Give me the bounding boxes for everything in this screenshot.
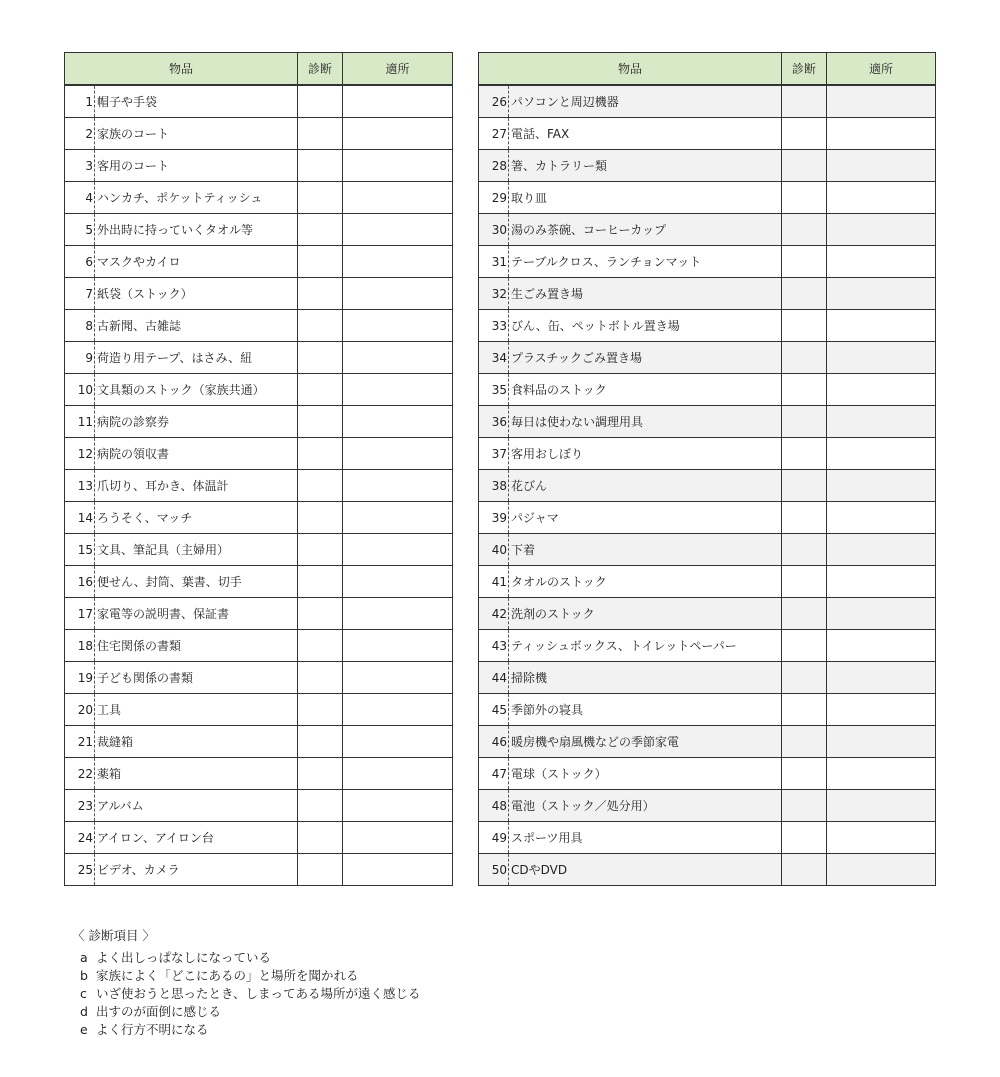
diagnosis-cell[interactable]: [782, 470, 827, 502]
diagnosis-cell[interactable]: [782, 214, 827, 246]
item-name: 家電等の説明書、保証書: [95, 598, 298, 630]
item-number: 16: [65, 566, 95, 598]
item-name: アルバム: [95, 790, 298, 822]
place-cell[interactable]: [343, 662, 453, 694]
item-number: 18: [65, 630, 95, 662]
place-cell[interactable]: [827, 85, 936, 118]
table-row: [479, 150, 936, 182]
diagnosis-cell[interactable]: [298, 150, 343, 182]
item-number: 42: [479, 598, 509, 630]
place-cell[interactable]: [827, 694, 936, 726]
item-number: 26: [479, 85, 509, 118]
table-row: [65, 438, 453, 470]
diagnosis-cell[interactable]: [298, 310, 343, 342]
item-name: 紙袋（ストック）: [95, 278, 298, 310]
place-cell[interactable]: [343, 790, 453, 822]
table-row: [65, 150, 453, 182]
item-number: 3: [65, 150, 95, 182]
table-row: [65, 534, 453, 566]
diagnosis-legend: [72, 927, 421, 1039]
diagnosis-cell[interactable]: [298, 790, 343, 822]
item-number: 49: [479, 822, 509, 854]
place-cell[interactable]: [827, 534, 936, 566]
legend-criterion: [72, 1021, 421, 1039]
item-number: 23: [65, 790, 95, 822]
item-number: 32: [479, 278, 509, 310]
item-number: 36: [479, 406, 509, 438]
item-name: 工具: [95, 694, 298, 726]
item-name: スポーツ用具: [509, 822, 782, 854]
place-cell[interactable]: [827, 278, 936, 310]
table-row: [65, 566, 453, 598]
table-row: [65, 342, 453, 374]
item-name: マスクやカイロ: [95, 246, 298, 278]
place-cell[interactable]: [343, 534, 453, 566]
place-cell[interactable]: [343, 85, 453, 118]
item-name: プラスチックごみ置き場: [509, 342, 782, 374]
diagnosis-cell[interactable]: [782, 342, 827, 374]
item-number: 28: [479, 150, 509, 182]
item-name: 取り皿: [509, 182, 782, 214]
place-cell[interactable]: [343, 342, 453, 374]
item-name: パソコンと周辺機器: [509, 85, 782, 118]
item-name: ティッシュボックス、トイレットペーパー: [509, 630, 782, 662]
diagnosis-cell[interactable]: [298, 534, 343, 566]
place-cell[interactable]: [343, 694, 453, 726]
diagnosis-cell[interactable]: [298, 726, 343, 758]
legend-criterion: [72, 985, 421, 1003]
diagnosis-cell[interactable]: [298, 438, 343, 470]
item-name: 古新聞、古雑誌: [95, 310, 298, 342]
table-row: [65, 246, 453, 278]
diagnosis-cell[interactable]: [782, 85, 827, 118]
item-column-header: 物品: [65, 53, 298, 86]
table-row: [65, 118, 453, 150]
diagnosis-cell[interactable]: [298, 342, 343, 374]
place-cell[interactable]: [827, 662, 936, 694]
criterion-text: いざ使おうと思ったとき、しまってある場所が遠く感じる: [96, 986, 421, 1001]
table-row: [65, 214, 453, 246]
item-number: 43: [479, 630, 509, 662]
table-row: [65, 790, 453, 822]
criterion-key: d: [80, 1004, 88, 1019]
item-number: 11: [65, 406, 95, 438]
criterion-key: b: [80, 968, 88, 983]
table-row: [479, 406, 936, 438]
diagnosis-cell[interactable]: [782, 118, 827, 150]
place-cell[interactable]: [827, 246, 936, 278]
diagnosis-cell[interactable]: [782, 278, 827, 310]
item-number: 27: [479, 118, 509, 150]
item-name: 病院の領収書: [95, 438, 298, 470]
diagnosis-cell[interactable]: [298, 406, 343, 438]
place-cell[interactable]: [827, 566, 936, 598]
item-number: 14: [65, 502, 95, 534]
item-number: 40: [479, 534, 509, 566]
diagnosis-cell[interactable]: [298, 598, 343, 630]
diagnosis-cell[interactable]: [298, 85, 343, 118]
diagnosis-cell[interactable]: [298, 694, 343, 726]
diagnosis-cell[interactable]: [782, 726, 827, 758]
item-name: 毎日は使わない調理用具: [509, 406, 782, 438]
place-cell[interactable]: [827, 438, 936, 470]
item-name: 病院の診察券: [95, 406, 298, 438]
item-name: 湯のみ茶碗、コーヒーカップ: [509, 214, 782, 246]
legend-title: 〈 診断項目 〉: [72, 928, 155, 943]
item-number: 38: [479, 470, 509, 502]
item-name: 爪切り、耳かき、体温計: [95, 470, 298, 502]
place-cell[interactable]: [343, 854, 453, 886]
table-row: [479, 470, 936, 502]
criterion-text: よく出しっぱなしになっている: [96, 950, 272, 965]
place-cell[interactable]: [827, 854, 936, 886]
diagnosis-cell[interactable]: [298, 118, 343, 150]
diagnosis-cell[interactable]: [782, 182, 827, 214]
table-row: [479, 598, 936, 630]
diagnosis-cell[interactable]: [782, 150, 827, 182]
diagnosis-cell[interactable]: [298, 502, 343, 534]
diagnosis-cell[interactable]: [782, 694, 827, 726]
legend-criteria-list: [72, 949, 421, 1039]
diagnosis-cell[interactable]: [782, 310, 827, 342]
place-cell[interactable]: [343, 438, 453, 470]
item-number: 15: [65, 534, 95, 566]
table-row: [479, 438, 936, 470]
diagnosis-cell[interactable]: [782, 374, 827, 406]
place-cell[interactable]: [343, 374, 453, 406]
item-name: 便せん、封筒、葉書、切手: [95, 566, 298, 598]
table-row: [479, 662, 936, 694]
table-row: [479, 374, 936, 406]
table-row: [479, 246, 936, 278]
diagnosis-cell[interactable]: [298, 374, 343, 406]
criterion-text: よく行方不明になる: [96, 1022, 209, 1037]
diagnosis-cell[interactable]: [298, 566, 343, 598]
item-name: テーブルクロス、ランチョンマット: [509, 246, 782, 278]
table-row: [479, 278, 936, 310]
item-number: 34: [479, 342, 509, 374]
place-cell[interactable]: [827, 470, 936, 502]
place-cell[interactable]: [343, 278, 453, 310]
table-row: [479, 534, 936, 566]
item-number: 21: [65, 726, 95, 758]
table-row: [479, 502, 936, 534]
place-cell[interactable]: [827, 726, 936, 758]
diagnosis-cell[interactable]: [782, 790, 827, 822]
place-cell[interactable]: [343, 214, 453, 246]
item-number: 31: [479, 246, 509, 278]
item-number: 29: [479, 182, 509, 214]
place-cell[interactable]: [343, 310, 453, 342]
item-name: CDやDVD: [509, 854, 782, 886]
item-name: 電話、FAX: [509, 118, 782, 150]
table-row: [65, 85, 453, 118]
diagnosis-cell[interactable]: [782, 438, 827, 470]
item-number: 7: [65, 278, 95, 310]
table-row: [65, 310, 453, 342]
diagnosis-cell[interactable]: [782, 598, 827, 630]
place-cell[interactable]: [343, 470, 453, 502]
table-row: [479, 694, 936, 726]
item-name: 下着: [509, 534, 782, 566]
item-name: ろうそく、マッチ: [95, 502, 298, 534]
diagnosis-cell[interactable]: [782, 822, 827, 854]
table-header-row: [479, 53, 936, 86]
place-cell[interactable]: [827, 502, 936, 534]
item-number: 19: [65, 662, 95, 694]
item-number: 39: [479, 502, 509, 534]
legend-criterion: [72, 967, 421, 985]
diagnosis-cell[interactable]: [782, 758, 827, 790]
place-cell[interactable]: [343, 182, 453, 214]
place-cell[interactable]: [827, 310, 936, 342]
table-row: [479, 822, 936, 854]
place-cell[interactable]: [827, 182, 936, 214]
item-number: 30: [479, 214, 509, 246]
table-row: [479, 342, 936, 374]
item-number: 22: [65, 758, 95, 790]
table-row: [65, 406, 453, 438]
item-number: 2: [65, 118, 95, 150]
table-row: [479, 758, 936, 790]
item-number: 47: [479, 758, 509, 790]
diagnosis-cell[interactable]: [782, 502, 827, 534]
table-header-row: [65, 53, 453, 86]
item-number: 4: [65, 182, 95, 214]
item-number: 24: [65, 822, 95, 854]
place-cell[interactable]: [343, 822, 453, 854]
place-cell[interactable]: [827, 406, 936, 438]
table-row: [65, 726, 453, 758]
item-name: 子ども関係の書類: [95, 662, 298, 694]
diagnosis-cell[interactable]: [782, 630, 827, 662]
diagnosis-cell[interactable]: [298, 214, 343, 246]
item-name: タオルのストック: [509, 566, 782, 598]
item-number: 17: [65, 598, 95, 630]
table-row: [65, 854, 453, 886]
item-number: 13: [65, 470, 95, 502]
table-row: [65, 374, 453, 406]
item-number: 37: [479, 438, 509, 470]
place-cell[interactable]: [827, 758, 936, 790]
item-name: 生ごみ置き場: [509, 278, 782, 310]
place-cell[interactable]: [343, 726, 453, 758]
table-row: [479, 630, 936, 662]
diagnosis-cell[interactable]: [782, 406, 827, 438]
item-number: 5: [65, 214, 95, 246]
item-name: 季節外の寝具: [509, 694, 782, 726]
item-name: 箸、カトラリー類: [509, 150, 782, 182]
diagnosis-cell[interactable]: [782, 854, 827, 886]
place-cell[interactable]: [827, 118, 936, 150]
table-row: [65, 182, 453, 214]
place-cell[interactable]: [343, 406, 453, 438]
item-number: 48: [479, 790, 509, 822]
place-cell[interactable]: [343, 502, 453, 534]
item-name: 薬箱: [95, 758, 298, 790]
item-column-header: 物品: [479, 53, 782, 86]
diagnosis-cell[interactable]: [298, 182, 343, 214]
item-number: 12: [65, 438, 95, 470]
place-cell[interactable]: [827, 598, 936, 630]
criterion-text: 出すのが面倒に感じる: [96, 1004, 222, 1019]
criterion-key: a: [80, 950, 88, 965]
item-number: 50: [479, 854, 509, 886]
diagnosis-column-header: 診断: [782, 53, 827, 86]
item-number: 10: [65, 374, 95, 406]
item-name: ビデオ、カメラ: [95, 854, 298, 886]
item-name: パジャマ: [509, 502, 782, 534]
table-row: [65, 278, 453, 310]
criterion-key: c: [80, 986, 87, 1001]
place-column-header: 適所: [827, 53, 936, 86]
place-cell[interactable]: [827, 822, 936, 854]
legend-criterion: [72, 949, 421, 967]
item-number: 35: [479, 374, 509, 406]
table-row: [479, 310, 936, 342]
diagnosis-cell[interactable]: [782, 534, 827, 566]
item-number: 46: [479, 726, 509, 758]
item-number: 25: [65, 854, 95, 886]
table-row: [65, 598, 453, 630]
diagnosis-cell[interactable]: [298, 758, 343, 790]
diagnosis-column-header: 診断: [298, 53, 343, 86]
item-name: 客用のコート: [95, 150, 298, 182]
place-cell[interactable]: [343, 150, 453, 182]
item-number: 9: [65, 342, 95, 374]
diagnosis-cell[interactable]: [298, 278, 343, 310]
diagnosis-cell[interactable]: [298, 662, 343, 694]
diagnosis-cell[interactable]: [782, 662, 827, 694]
table-row: [479, 566, 936, 598]
item-name: 食料品のストック: [509, 374, 782, 406]
place-cell[interactable]: [827, 214, 936, 246]
item-name: 文具類のストック（家族共通）: [95, 374, 298, 406]
item-name: びん、缶、ペットボトル置き場: [509, 310, 782, 342]
diagnosis-cell[interactable]: [298, 246, 343, 278]
item-name: 家族のコート: [95, 118, 298, 150]
criterion-text: 家族によく「どこにあるの」と場所を聞かれる: [96, 968, 359, 983]
place-cell[interactable]: [827, 630, 936, 662]
place-cell[interactable]: [343, 566, 453, 598]
item-name: ハンカチ、ポケットティッシュ: [95, 182, 298, 214]
item-name: 外出時に持っていくタオル等: [95, 214, 298, 246]
table-row: [479, 214, 936, 246]
item-name: 電球（ストック）: [509, 758, 782, 790]
item-number: 41: [479, 566, 509, 598]
table-row: [479, 726, 936, 758]
place-cell[interactable]: [343, 758, 453, 790]
checklist-table-left: [64, 52, 453, 886]
place-cell[interactable]: [827, 790, 936, 822]
diagnosis-cell[interactable]: [298, 822, 343, 854]
place-cell[interactable]: [343, 246, 453, 278]
item-name: 住宅関係の書類: [95, 630, 298, 662]
checklist-table-right: [478, 52, 936, 886]
table-row: [65, 822, 453, 854]
item-number: 8: [65, 310, 95, 342]
item-name: 客用おしぼり: [509, 438, 782, 470]
table-row: [65, 758, 453, 790]
item-number: 20: [65, 694, 95, 726]
item-name: 洗剤のストック: [509, 598, 782, 630]
place-cell[interactable]: [827, 150, 936, 182]
table-row: [479, 854, 936, 886]
item-number: 45: [479, 694, 509, 726]
table-row: [479, 790, 936, 822]
item-number: 6: [65, 246, 95, 278]
diagnosis-cell[interactable]: [298, 854, 343, 886]
item-name: 帽子や手袋: [95, 85, 298, 118]
table-row: [65, 662, 453, 694]
item-name: 裁縫箱: [95, 726, 298, 758]
item-name: 掃除機: [509, 662, 782, 694]
table-row: [65, 502, 453, 534]
item-number: 1: [65, 85, 95, 118]
item-name: 荷造り用テープ、はさみ、紐: [95, 342, 298, 374]
item-name: アイロン、アイロン台: [95, 822, 298, 854]
item-number: 33: [479, 310, 509, 342]
place-column-header: 適所: [343, 53, 453, 86]
table-row: [65, 694, 453, 726]
item-number: 44: [479, 662, 509, 694]
item-name: 暖房機や扇風機などの季節家電: [509, 726, 782, 758]
table-row: [65, 470, 453, 502]
item-name: 文具、筆記具（主婦用）: [95, 534, 298, 566]
place-cell[interactable]: [343, 598, 453, 630]
diagnosis-cell[interactable]: [298, 470, 343, 502]
place-cell[interactable]: [343, 630, 453, 662]
table-row: [65, 630, 453, 662]
table-row: [479, 182, 936, 214]
item-name: 花びん: [509, 470, 782, 502]
place-cell[interactable]: [827, 374, 936, 406]
table-row: [479, 118, 936, 150]
diagnosis-cell[interactable]: [298, 630, 343, 662]
diagnosis-cell[interactable]: [782, 246, 827, 278]
legend-criterion: [72, 1003, 421, 1021]
place-cell[interactable]: [827, 342, 936, 374]
place-cell[interactable]: [343, 118, 453, 150]
item-name: 電池（ストック／処分用）: [509, 790, 782, 822]
criterion-key: e: [80, 1022, 88, 1037]
table-row: [479, 85, 936, 118]
diagnosis-cell[interactable]: [782, 566, 827, 598]
